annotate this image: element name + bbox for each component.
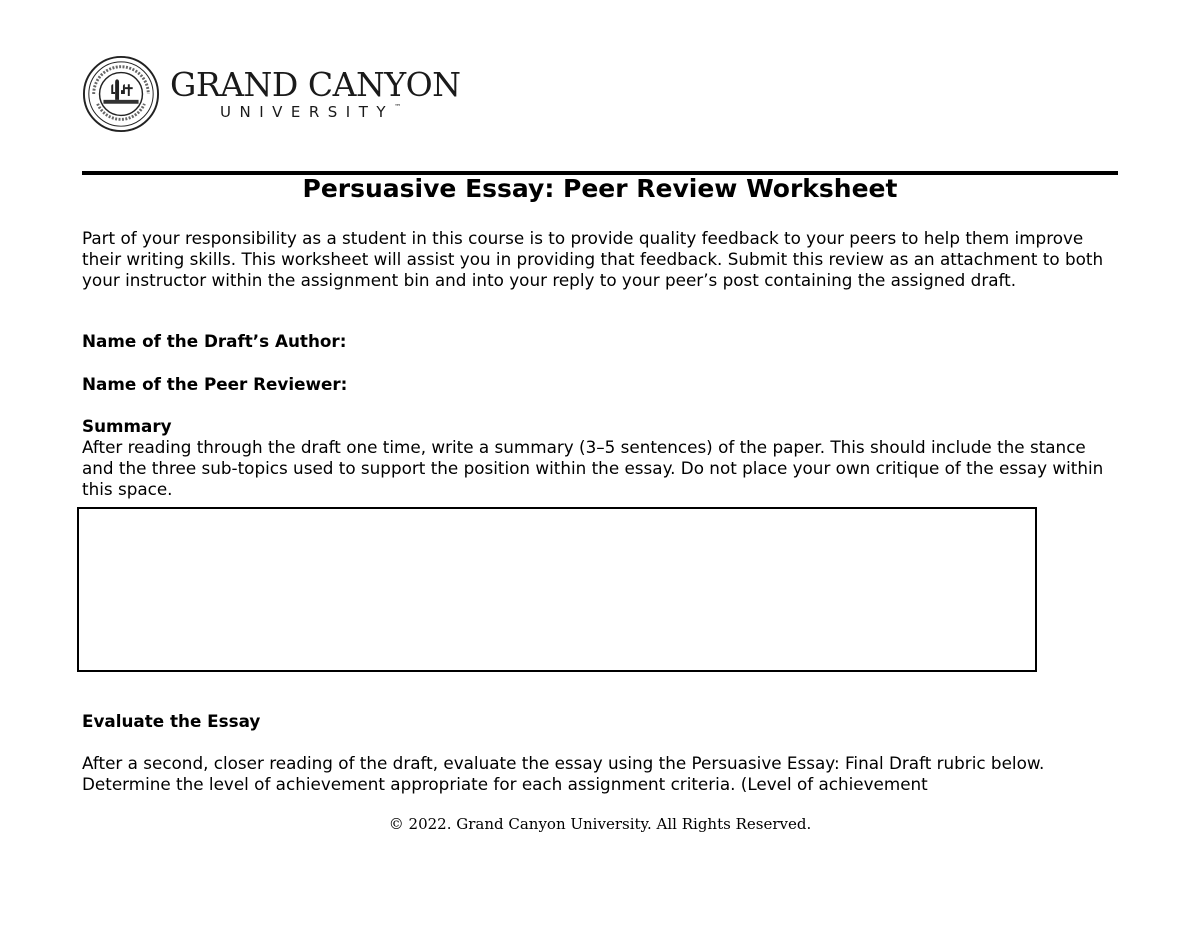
trademark-mark: ™ [394, 102, 402, 111]
author-name-label: Name of the Draft’s Author: [82, 331, 347, 351]
evaluate-heading: Evaluate the Essay [82, 711, 261, 731]
university-logo [82, 55, 461, 133]
copyright-footer: © 2022. Grand Canyon University. All Rights Reserved. [388, 815, 812, 833]
evaluate-instructions: After a second, closer reading of the draft, evaluate the essay using the Persuasive Essay: Final Draft rubric below. Determine the level of achievement appropriate for each assignment criteria. (Level of achievement [82, 753, 1045, 794]
reviewer-name-label: Name of the Peer Reviewer: [82, 374, 348, 394]
logo-name: GRAND CANYON [170, 64, 461, 104]
page-title: Persuasive Essay: Peer Review Worksheet [302, 174, 898, 203]
logo-subtitle: UNIVERSITY™ [220, 102, 402, 121]
summary-input-box[interactable] [77, 507, 1037, 672]
university-seal-icon [82, 55, 160, 133]
intro-paragraph: Part of your responsibility as a student in this course is to provide quality feedback to your peers to help them improve their writing skills. This worksheet will assist you in providing that feedback. Submit this review as an attachment to both your instructor within the assignment bin and into your reply to your peer’s post containing the assigned draft. [82, 228, 1104, 290]
summary-heading: Summary [82, 416, 172, 436]
summary-instructions: After reading through the draft one time, write a summary (3–5 sentences) of the paper. This should include the stance and the three sub-topics used to support the position within the essay. Do not place your own critique of the essay within this space. [82, 437, 1104, 499]
